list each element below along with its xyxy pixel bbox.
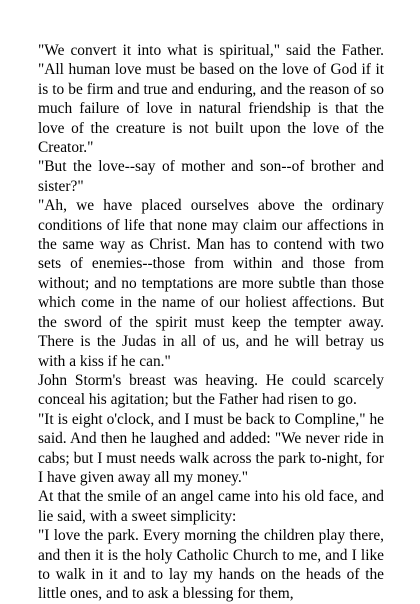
- paragraph: John Storm's breast was heaving. He could scarcely conceal his agitation; but the Father had risen to go.: [38, 371, 384, 409]
- paragraph: "It is eight o'clock, and I must be back to Compline," he said. And then he laughed and added: "We never ride in cabs; but I must needs walk across the park to-night, for I have given away all my money.": [38, 410, 384, 486]
- paragraph: At that the smile of an angel came into his old face, and lie said, with a sweet simplicity:: [38, 488, 384, 525]
- paragraph: "Ah, we have placed ourselves above the ordinary conditions of life that none may claim our affections in the same way as Christ. Man has to contend with two sets of enemies--those from within and those from without; and no temptations are more subtle than those which come in the name of our holiest affections. But the sword of the spirit must keep the tempter away. There is the Judas in all of us, and he will betray us with a kiss if he can.": [38, 197, 384, 370]
- paragraph: "But the love--say of mother and son--of brother and sister?": [38, 158, 384, 195]
- page-body: [38, 41, 384, 604]
- paragraph: "We convert it into what is spiritual," said the Father. "All human love must be based on the love of God if it is to be firm and true and enduring, and the reason of so much failure of love in natural friendship is that the love of the creature is not built upon the love of the Creator.": [38, 42, 384, 157]
- paragraph: "I love the park. Every morning the children play there, and then it is the holy Catholic Church to me, and I like to walk in it and to lay my hands on the heads of the little ones, and to ask a blessing for them,: [38, 527, 384, 603]
